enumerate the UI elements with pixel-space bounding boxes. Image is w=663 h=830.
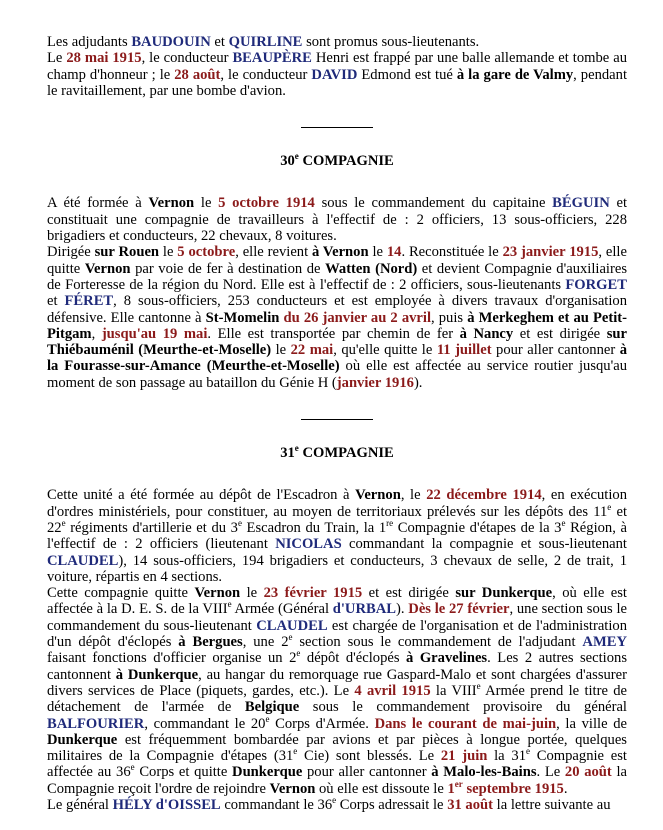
date-text: 28 août bbox=[174, 66, 221, 83]
text-run: où elle est affectée au service routier jusqu'au moment de son passage au bataillon du Génie H ( bbox=[47, 358, 628, 391]
text-run: le bbox=[159, 244, 178, 261]
ordinal-suffix: e bbox=[607, 501, 612, 512]
person-name: BAUDOUIN bbox=[131, 34, 211, 50]
place-text: à Bergues bbox=[178, 634, 243, 651]
person-name: FORGET bbox=[565, 276, 627, 293]
text-run: . Le bbox=[536, 764, 565, 781]
text-run: Région, à l'effectif de : 2 officiers (lieutenant bbox=[47, 519, 627, 553]
paragraph-31e-history bbox=[47, 585, 627, 797]
text-run: Corps et quitte bbox=[134, 764, 233, 781]
text-run: est fréquemment bombardée par avions et par pièces à longue portée, quelques militaires de la Compagnie d'étapes (31 bbox=[47, 731, 627, 765]
document-page bbox=[47, 34, 627, 813]
text-run: Le bbox=[47, 50, 67, 67]
text-run: . Reconstituée le bbox=[401, 244, 503, 261]
text-run: Edmond est tué bbox=[357, 66, 457, 83]
date-text: Dès le 27 février bbox=[408, 601, 510, 618]
date-text: Dans le courant de mai-juin bbox=[374, 715, 557, 732]
text-run: sous le commandement provisoire du général bbox=[299, 699, 627, 716]
text-run: la 31 bbox=[487, 748, 526, 765]
ordinal-suffix: e bbox=[296, 648, 301, 659]
text-run: Corps adressait le bbox=[336, 796, 448, 813]
text-run: , elle quitte bbox=[47, 244, 627, 277]
place-text: à Nancy bbox=[459, 325, 514, 342]
text-run: Corps d'Armée. bbox=[269, 715, 375, 732]
text-run: Dirigée bbox=[47, 244, 95, 261]
paragraph-casualties bbox=[47, 50, 627, 99]
place-text: Vernon bbox=[194, 585, 241, 602]
person-name: DAVID bbox=[311, 66, 358, 83]
text-run: sous le commandement du capitaine bbox=[314, 195, 553, 212]
text-run: , en exécution d'ordres ministériels, pour constituer, au moyen de territoriaux prélevés sur les dépôts des 11 bbox=[47, 487, 628, 520]
text-run: la lettre suivante au bbox=[493, 796, 611, 813]
text-run: la Compagnie reçoit l'ordre de rejoindre bbox=[47, 764, 627, 797]
text-run: et bbox=[47, 293, 65, 310]
ordinal-suffix: e bbox=[288, 632, 293, 643]
text-run: , 8 sous-officiers, 253 conducteurs et est employée à divers travaux d'organisation défensive. Elle cantonne à bbox=[47, 293, 627, 326]
date-text: 23 janvier 1915 bbox=[502, 244, 599, 261]
person-name: BÉGUIN bbox=[552, 195, 610, 212]
place-text: Vernon bbox=[84, 260, 131, 277]
heading-30e-compagnie: 30e COMPAGNIE bbox=[280, 151, 394, 170]
text-run: , elle revient bbox=[235, 244, 313, 261]
date-text: 23 février 1915 bbox=[263, 585, 363, 602]
date-text: 5 octobre bbox=[177, 244, 236, 261]
person-name: NICOLAS bbox=[275, 536, 342, 553]
text-run: , puis bbox=[431, 309, 468, 326]
text-run: régiments d'artillerie et du 3 bbox=[65, 519, 238, 536]
text-run: le bbox=[368, 244, 387, 261]
text-run: , une 2 bbox=[242, 634, 289, 651]
person-name: CLAUDEL bbox=[47, 552, 119, 569]
text-run: , bbox=[91, 325, 102, 342]
text-run: section sous le commandement de l'adjudant bbox=[292, 634, 583, 651]
text-run: commandant le 36 bbox=[220, 796, 333, 813]
place-text: Watten (Nord) bbox=[325, 260, 418, 277]
text-run: , où elle est affectée à la D. E. S. de la VIII bbox=[47, 585, 627, 618]
ordinal-suffix: e bbox=[561, 518, 566, 529]
ordinal-suffix: e bbox=[293, 746, 298, 757]
person-name: BALFOURIER bbox=[47, 715, 145, 732]
place-text: Vernon bbox=[355, 487, 401, 504]
place-text: (Meurthe-et-Moselle) bbox=[206, 358, 340, 375]
date-text: 5 octobre 1914 bbox=[218, 195, 315, 212]
text-run: et est dirigée bbox=[362, 585, 456, 602]
text-run: la VIII bbox=[430, 682, 477, 699]
text-run: , au hangar du remorquage rue Gaspard-Malo et sont chargées d'assurer divers services de Place (piquets, gardes, etc.). Le bbox=[47, 666, 627, 699]
text-run: ). bbox=[413, 374, 423, 391]
date-text: 28 mai 1915 bbox=[66, 50, 142, 67]
text-run: et 22 bbox=[47, 503, 627, 536]
person-name: CLAUDEL bbox=[256, 617, 328, 634]
ordinal-suffix: e bbox=[526, 746, 530, 757]
text-run: Henri est frappé par une balle allemande et tombe au champ d'honneur ; le bbox=[47, 50, 627, 83]
person-name: QUIRLINE bbox=[228, 34, 303, 50]
text-run: Les adjudants bbox=[47, 34, 132, 50]
place-text: sur Thiébauménil (Meurthe-et-Moselle) bbox=[47, 325, 627, 359]
date-text: jusqu'au 19 mai bbox=[101, 325, 208, 342]
date-text: 4 avril 1915 bbox=[354, 682, 431, 699]
place-text: sur Rouen bbox=[94, 244, 160, 261]
date-text: 1 bbox=[447, 780, 455, 797]
date-text: er bbox=[454, 778, 463, 789]
place-text: à Vernon bbox=[312, 244, 369, 261]
text-run: , le conducteur bbox=[220, 66, 312, 83]
text-run: faisant fonctions d'officier organise un 2 bbox=[47, 650, 297, 667]
text-run: est chargée de l'organisation et de l'administration d'un dépôt d'éclopés bbox=[47, 617, 627, 651]
heading-31e-compagnie: 31e COMPAGNIE bbox=[280, 443, 394, 462]
person-name: d'URBAL bbox=[332, 601, 397, 618]
text-run: , commandant le 20 bbox=[144, 715, 266, 732]
text-run: , le bbox=[400, 487, 427, 504]
text-run: Compagnie d'étapes de la 3 bbox=[393, 519, 562, 536]
date-text: 14 bbox=[386, 244, 402, 261]
text-run: Cie) sont blessés. Le bbox=[297, 748, 441, 765]
ordinal-suffix: re bbox=[386, 518, 394, 529]
place-text: Dunkerque bbox=[47, 731, 118, 748]
ordinal-suffix: e bbox=[227, 599, 232, 610]
text-run: pour aller cantonner bbox=[491, 342, 620, 359]
place-text: à Gravelines bbox=[406, 650, 488, 667]
date-text: 31 août bbox=[447, 796, 493, 813]
text-run: , qu'elle quitte le bbox=[333, 342, 437, 359]
text-run: Cette unité a été formée au dépôt de l'Escadron à bbox=[47, 487, 356, 504]
paragraph-30e-history bbox=[47, 244, 627, 391]
place-text: Vernon bbox=[269, 780, 316, 797]
person-name: BEAUPÈRE bbox=[232, 50, 312, 67]
person-name: FÉRET bbox=[64, 293, 114, 310]
person-name: AMEY bbox=[582, 634, 627, 651]
place-text: Vernon bbox=[148, 195, 195, 212]
date-text: du 26 janvier au 2 avril bbox=[283, 309, 432, 326]
ordinal-suffix: e bbox=[476, 681, 481, 692]
text-run: A été formée à bbox=[47, 195, 149, 212]
date-text: 21 juin bbox=[440, 748, 488, 765]
text-run: le bbox=[271, 342, 291, 359]
date-text: 11 juillet bbox=[436, 342, 492, 359]
place-text: Belgique bbox=[244, 699, 300, 716]
text-run: Le général bbox=[47, 796, 113, 813]
text-run: et constituait une compagnie de travailleurs à l'effectif de : 2 officiers, 13 sous-officiers, 228 brigadiers et conducteurs, 22 chevaux, 8 voitures. bbox=[47, 195, 628, 245]
date-text: janvier 1916 bbox=[336, 374, 414, 391]
paragraph-31e-formation bbox=[47, 487, 627, 585]
text-run: , une section sous le commandement du sous-lieutenant bbox=[47, 601, 627, 634]
place-text: à Dunkerque bbox=[115, 666, 199, 683]
text-run: et bbox=[210, 34, 229, 50]
text-run: ), 14 sous-officiers, 194 brigadiers et conducteurs, 3 chevaux de selle, 2 de trait, 1 voiture, répartis en 4 sections. bbox=[47, 552, 627, 585]
paragraph-30e-formation bbox=[47, 195, 627, 244]
ordinal-suffix: e bbox=[237, 518, 242, 529]
text-run: commandant la compagnie et sous-lieutenant bbox=[341, 536, 627, 553]
ordinal-suffix: e bbox=[61, 518, 66, 529]
text-run: , le conducteur bbox=[141, 50, 233, 67]
text-run: , pendant le ravitaillement, par une bombe d'avion. bbox=[47, 66, 627, 99]
text-run: . bbox=[563, 780, 568, 797]
paragraph-promotions bbox=[47, 34, 627, 50]
place-text: à Malo-les-Bains bbox=[431, 764, 537, 781]
text-run: , la ville de bbox=[556, 715, 627, 732]
section-divider bbox=[47, 411, 627, 427]
date-text: 20 août bbox=[564, 764, 612, 781]
section-divider bbox=[47, 119, 627, 135]
text-run: Cette compagnie quitte bbox=[47, 585, 195, 602]
place-text: Dunkerque bbox=[232, 764, 303, 781]
text-run: Compagnie est affectée au 36 bbox=[47, 748, 627, 781]
text-run: par voie de fer à destination de bbox=[130, 260, 326, 277]
paragraph-31e-letter bbox=[47, 797, 627, 813]
text-run: pour aller cantonner bbox=[302, 764, 432, 781]
text-run: Armée (Général bbox=[231, 601, 333, 618]
person-name: HÉLY d'OISSEL bbox=[112, 796, 221, 813]
text-run: Armée prend le titre de détachement de l'armée de bbox=[47, 682, 628, 716]
text-run: et devient Compagnie d'auxiliaires de Forteresse de la région du Nord. Elle est à l'effectif de : 2 officiers, sous-lieutenants bbox=[47, 260, 627, 293]
text-run: sont promus sous-lieutenants. bbox=[302, 34, 480, 50]
date-text: 22 mai bbox=[290, 342, 334, 359]
text-run: Escadron du Train, la 1 bbox=[241, 519, 387, 536]
text-run: ). bbox=[396, 601, 409, 618]
ordinal-suffix: e bbox=[332, 795, 337, 806]
ordinal-suffix: e bbox=[130, 762, 135, 773]
text-run: et est dirigée bbox=[513, 325, 607, 342]
text-run: dépôt d'éclopés bbox=[300, 650, 407, 667]
place-text: à la Fourasse-sur-Amance bbox=[47, 342, 627, 375]
place-text: à Merkeghem et au Petit-Pitgam bbox=[47, 309, 628, 342]
text-run: . Les 2 autres sections cantonnent bbox=[47, 650, 628, 683]
ordinal-suffix: e bbox=[265, 713, 270, 724]
date-text: 22 décembre 1914 bbox=[426, 487, 542, 504]
text-run: le bbox=[194, 195, 219, 212]
place-text: St-Momelin bbox=[205, 309, 280, 326]
text-run: . Elle est transportée par chemin de fer bbox=[207, 325, 460, 342]
place-text: sur Dunkerque bbox=[455, 585, 553, 602]
place-text: à la gare de Valmy bbox=[456, 66, 574, 83]
text-run: où elle est dissoute le bbox=[315, 780, 448, 797]
text-run: le bbox=[240, 585, 264, 602]
date-text: septembre 1915 bbox=[462, 780, 564, 797]
